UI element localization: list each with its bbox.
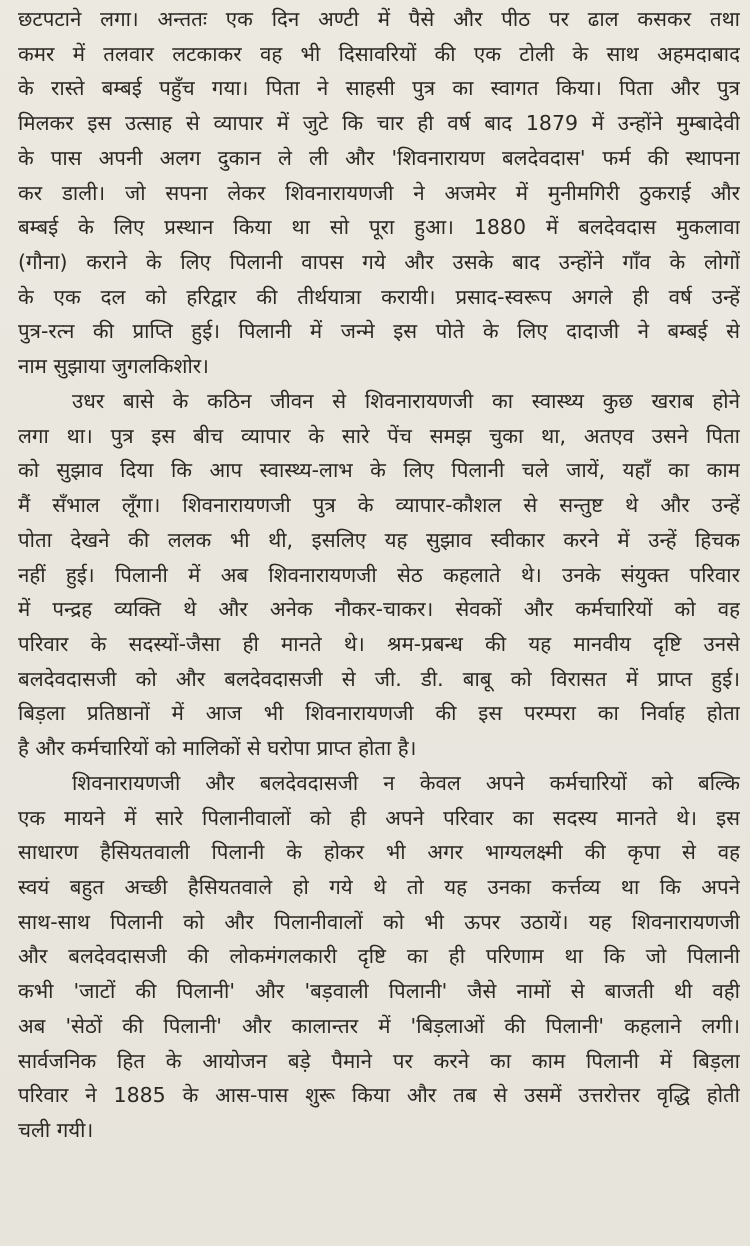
text-line: सार्वजनिक हित के आयोजन बड़े पैमाने पर करने का काम पिलानी में बिड़ला (18, 1048, 740, 1073)
text-line: है और कर्मचारियों को मालिकों से घरोपा प्राप्त होता है। (18, 736, 417, 761)
text-line: अब 'सेठों की पिलानी' और कालान्तर में 'बिड़लाओं की पिलानी' कहलाने लगी। (18, 1013, 740, 1038)
text-line: लगा था। पुत्र इस बीच व्यापार के सारे पेंच समझ चुका था, अतएव उसने पिता (18, 423, 740, 448)
text-line: के एक दल को हरिद्वार की तीर्थयात्रा करायी। प्रसाद-स्वरूप अगले ही वर्ष उन्हें (18, 284, 740, 309)
text-line: को सुझाव दिया कि आप स्वास्थ्य-लाभ के लिए पिलानी चले जायें, यहाँ का काम (18, 458, 740, 483)
text-line: परिवार ने 1885 के आस-पास शुरू किया और तब से उसमें उत्तरोत्तर वृद्धि होती (18, 1083, 740, 1108)
text-line: साथ-साथ पिलानी को और पिलानीवालों को भी ऊपर उठायें। यह शिवनारायणजी (18, 909, 740, 934)
text-line: उधर बासे के कठिन जीवन से शिवनारायणजी का स्वास्थ्य कुछ खराब होने (72, 388, 740, 413)
text-line: कभी 'जाटों की पिलानी' और 'बड़वाली पिलानी' जैसे नामों से बाजती थी वही (18, 979, 740, 1004)
text-line: स्वयं बहुत अच्छी हैसियतवाले हो गये थे तो यह उनका कर्त्तव्य था कि अपने (18, 874, 740, 899)
text-line: नहीं हुई। पिलानी में अब शिवनारायणजी सेठ कहलाते थे। उनके संयुक्त परिवार (18, 562, 740, 587)
text-line: शिवनारायणजी और बलदेवदासजी न केवल अपने कर्मचारियों को बल्कि (72, 770, 740, 795)
text-line: मिलकर इस उत्साह से व्यापार में जुटे कि चार ही वर्ष बाद 1879 में उन्होंने मुम्बादेवी (18, 111, 740, 136)
text-line: परिवार के सदस्यों-जैसा ही मानते थे। श्रम-प्रबन्ध की यह मानवीय दृष्टि उनसे (18, 631, 740, 656)
text-line: के रास्ते बम्बई पहुँच गया। पिता ने साहसी पुत्र का स्वागत किया। पिता और पुत्र (18, 76, 740, 101)
text-line: में पन्द्रह व्यक्ति थे और अनेक नौकर-चाकर। सेवकों और कर्मचारियों को वह (18, 597, 740, 622)
text-line: बलदेवदासजी को और बलदेवदासजी से जी. डी. बाबू को विरासत में प्राप्त हुई। (18, 666, 740, 691)
body-text (18, 2, 740, 1148)
text-line: साधारण हैसियतवाली पिलानी के होकर भी अगर भाग्यलक्ष्मी की कृपा से वह (18, 840, 740, 865)
text-line: के पास अपनी अलग दुकान ले ली और 'शिवनारायण बलदेवदास' फर्म की स्थापना (18, 145, 740, 170)
text-line: बम्बई के लिए प्रस्थान किया था सो पूरा हुआ। 1880 में बलदेवदास मुकलावा (18, 215, 740, 240)
text-line: (गौना) कराने के लिए पिलानी वापस गये और उसके बाद उन्होंने गाँव के लोगों (18, 250, 740, 275)
text-line: और बलदेवदासजी की लोकमंगलकारी दृष्टि का ही परिणाम था कि जो पिलानी (18, 944, 740, 969)
text-line: पोता देखने की ललक भी थी, इसलिए यह सुझाव स्वीकार करने में उन्हें हिचक (18, 527, 740, 552)
text-line: छटपटाने लगा। अन्ततः एक दिन अण्टी में पैसे और पीठ पर ढाल कसकर तथा (18, 7, 740, 31)
text-line: चली गयी। (18, 1118, 94, 1142)
text-line: बिड़ला प्रतिष्ठानों में आज भी शिवनारायणजी की इस परम्परा का निर्वाह होता (18, 701, 740, 726)
text-line: कर डाली। जो सपना लेकर शिवनारायणजी ने अजमेर में मुनीमगिरी ठुकराई और (18, 180, 740, 205)
text-line: एक मायने में सारे पिलानीवालों को ही अपने परिवार का सदस्य मानते थे। इस (18, 805, 740, 830)
text-line: नाम सुझाया जुगलकिशोर। (18, 354, 209, 379)
text-line: पुत्र-रत्न की प्राप्ति हुई। पिलानी में जन्मे इस पोते के लिए दादाजी ने बम्बई से (18, 319, 740, 344)
text-line: कमर में तलवार लटकाकर वह भी दिसावरियों की एक टोली के साथ अहमदाबाद (18, 41, 740, 66)
text-line: मैं सँभाल लूँगा। शिवनारायणजी पुत्र के व्यापार-कौशल से सन्तुष्ट थे और उन्हें (18, 493, 740, 518)
